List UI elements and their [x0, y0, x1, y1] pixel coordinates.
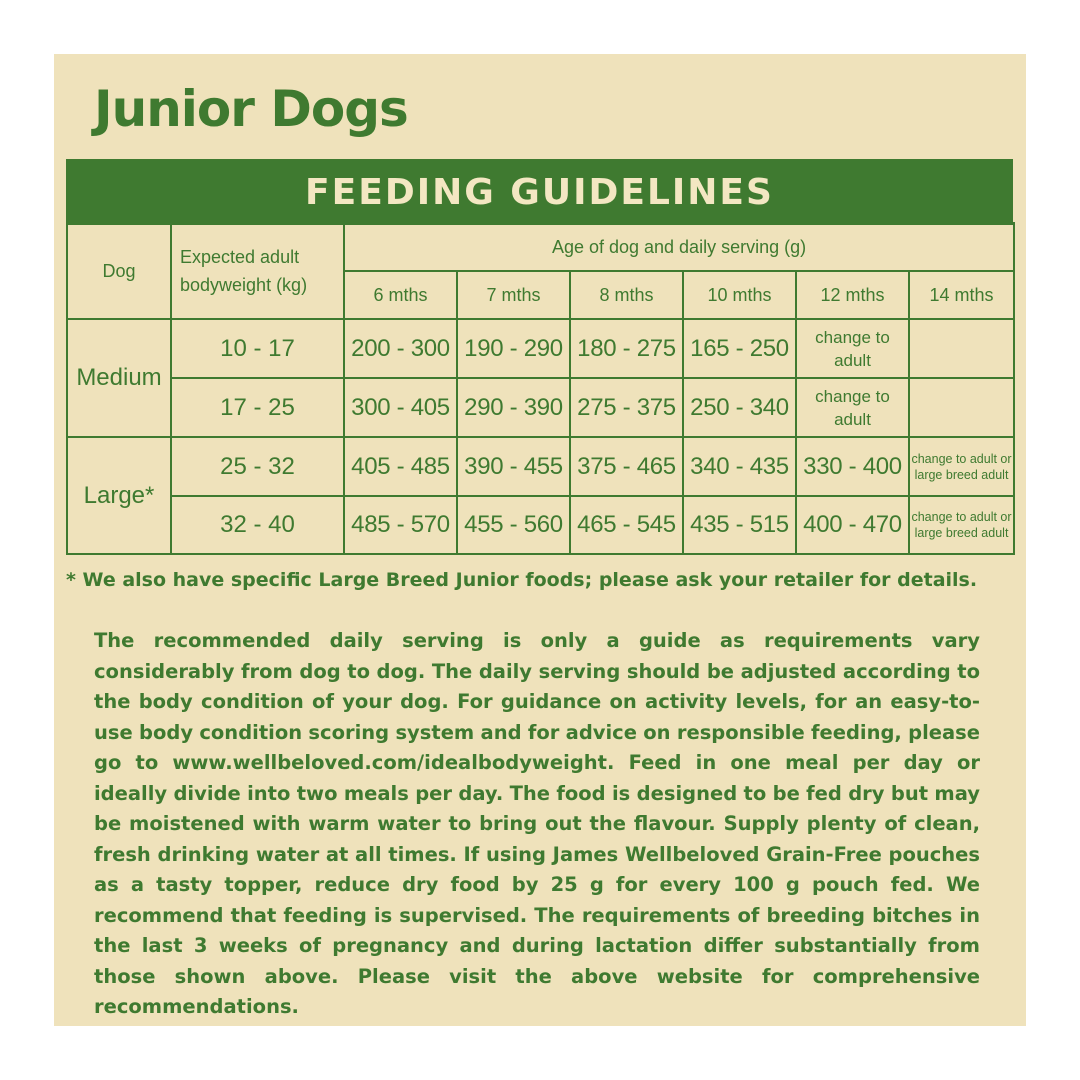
table-row	[67, 319, 1014, 378]
feeding-guidelines-banner: FEEDING GUIDELINES	[66, 159, 1013, 225]
bodyweight-cell: 17 - 25	[171, 378, 344, 437]
guidance-paragraph: The recommended daily serving is only a guide as requirements vary considerably from dog to dog. The daily serving should be adjusted according to the body condition of your dog. For guidance on activity levels, for an easy-to-use body condition scoring system and for advice on responsible feeding, please go to www.wellbeloved.com/idealbodyweight. Feed in one meal per day or ideally divide into two meals per day. The food is designed to be fed dry but may be moistened with warm water to bring out the flavour. Supply plenty of clean, fresh drinking water at all times. If using James Wellbeloved Grain-Free pouches as a tasty topper, reduce dry food by 25 g for every 100 g pouch fed. We recommend that feeding is supervised. The requirements of breeding bitches in the last 3 weeks of pregnancy and during lactation differ substantially from those shown above. Please visit the above website for comprehensive recommendations.	[94, 629, 980, 1018]
header-month: 10 mths	[683, 271, 796, 319]
serving-cell: 165 - 250	[683, 319, 796, 378]
serving-cell	[909, 378, 1014, 437]
serving-cell: 405 - 485	[344, 437, 457, 496]
header-month: 6 mths	[344, 271, 457, 319]
table-row	[67, 496, 1014, 554]
serving-cell: 435 - 515	[683, 496, 796, 554]
group-label-large: Large*	[67, 437, 171, 554]
serving-cell: 485 - 570	[344, 496, 457, 554]
serving-cell: 275 - 375	[570, 378, 683, 437]
serving-cell: 340 - 435	[683, 437, 796, 496]
serving-cell: 250 - 340	[683, 378, 796, 437]
serving-cell: change to adult	[796, 319, 909, 378]
feeding-guide-panel	[54, 54, 1026, 1026]
header-month: 7 mths	[457, 271, 570, 319]
header-dog: Dog	[67, 223, 171, 319]
table-row	[67, 378, 1014, 437]
bodyweight-cell: 32 - 40	[171, 496, 344, 554]
serving-cell: 400 - 470	[796, 496, 909, 554]
bodyweight-cell: 10 - 17	[171, 319, 344, 378]
serving-cell: 300 - 405	[344, 378, 457, 437]
serving-cell: 375 - 465	[570, 437, 683, 496]
feeding-table	[66, 222, 1015, 555]
serving-cell: 290 - 390	[457, 378, 570, 437]
serving-cell: 190 - 290	[457, 319, 570, 378]
serving-cell: change to adult	[796, 378, 909, 437]
serving-cell: change to adult or large breed adult	[909, 496, 1014, 554]
large-breed-footnote: * We also have specific Large Breed Junior foods; please ask your retailer for details.	[66, 569, 978, 591]
header-month: 14 mths	[909, 271, 1014, 319]
header-age: Age of dog and daily serving (g)	[344, 223, 1014, 271]
group-label-medium: Medium	[67, 319, 171, 437]
serving-cell: 465 - 545	[570, 496, 683, 554]
header-month: 12 mths	[796, 271, 909, 319]
header-bodyweight: Expected adult bodyweight (kg)	[171, 223, 344, 319]
serving-cell: 330 - 400	[796, 437, 909, 496]
serving-cell: change to adult or large breed adult	[909, 437, 1014, 496]
page-title: Junior Dogs	[94, 80, 408, 138]
serving-cell	[909, 319, 1014, 378]
serving-cell: 200 - 300	[344, 319, 457, 378]
header-month: 8 mths	[570, 271, 683, 319]
serving-cell: 180 - 275	[570, 319, 683, 378]
table-row	[67, 437, 1014, 496]
bodyweight-cell: 25 - 32	[171, 437, 344, 496]
serving-cell: 390 - 455	[457, 437, 570, 496]
serving-cell: 455 - 560	[457, 496, 570, 554]
